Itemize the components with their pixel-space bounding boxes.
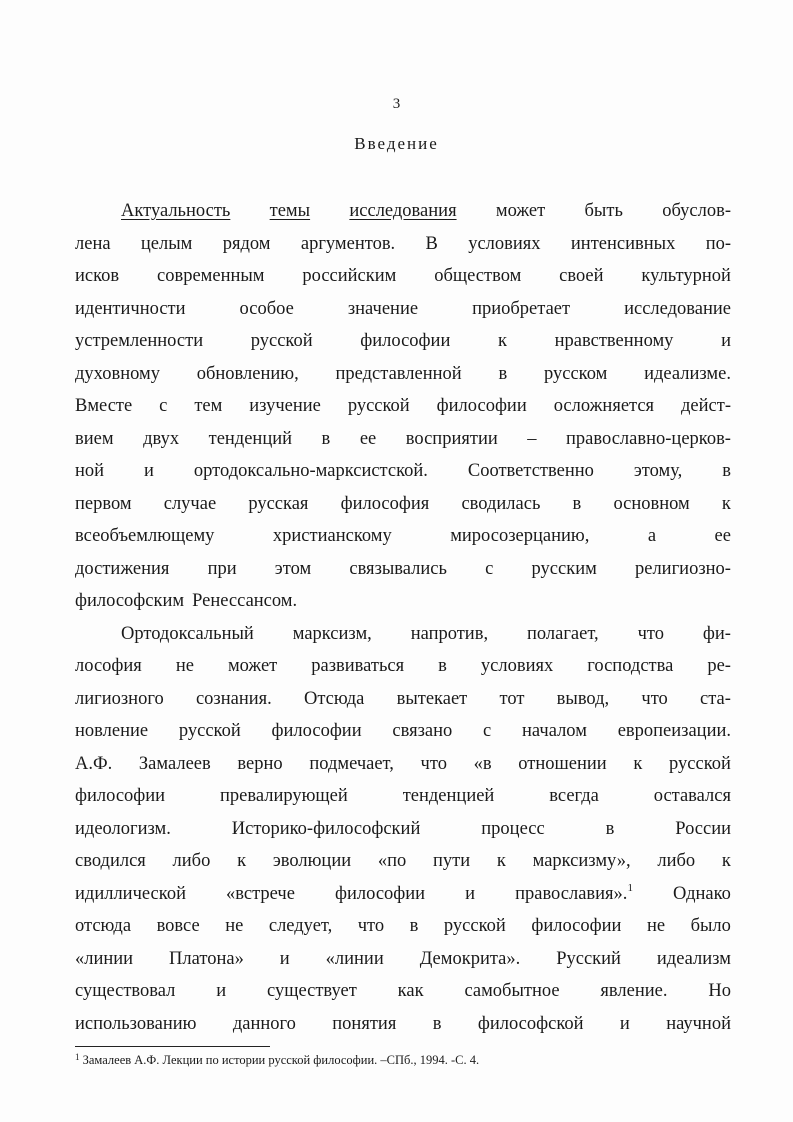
text-line: первом случае русская философия сводилась в основном к xyxy=(75,493,731,514)
text-line: идиллической «встрече философии и православия».$^1$ Однако xyxy=(75,881,731,904)
text-line: Вместе с тем изучение русской философии осложняется дейст- xyxy=(75,396,731,416)
text-line: идеологизм. Историко-философский процесс в России xyxy=(75,818,731,839)
footnote-divider xyxy=(75,1046,270,1047)
text-line: А.Ф. Замалеев верно подмечает, что «в отношении к русской xyxy=(75,753,731,774)
text-line: лена целым рядом аргументов. В условиях интенсивных по- xyxy=(75,233,731,254)
text-line: лигиозного сознания. Отсюда вытекает тот вывод, что ста- xyxy=(75,688,731,709)
text-line: философии превалирующей тенденцией всегда оставался xyxy=(75,786,731,806)
text-line: сводился либо к эволюции «по пути к марксизму», либо к xyxy=(75,851,731,871)
body-text xyxy=(75,195,731,1040)
text-line: новление русской философии связано с началом европеизации. xyxy=(75,721,731,741)
text-line: исков современным российским обществом своей культурной xyxy=(75,266,731,286)
text-line: философским Ренессансом. xyxy=(75,591,298,611)
text-line: устремленности русской философии к нравственному и xyxy=(75,331,731,351)
text-line: Актуальность темы исследования может быть обуслов- xyxy=(121,201,731,221)
text-line: духовному обновлению, представленной в русском идеализме. xyxy=(75,363,731,384)
footnote-marker: 1 xyxy=(75,1052,80,1062)
text-line: существовал и существует как самобытное явление. Но xyxy=(75,981,731,1001)
footnote-text: Замалеев А.Ф. Лекции по истории русской философии. –СПб., 1994. -С. 4. xyxy=(82,1053,480,1067)
text-line: использованию данного понятия в философской и научной xyxy=(75,1013,731,1034)
text-line: достижения при этом связывались с русским религиозно- xyxy=(75,558,731,579)
footnote-reference: 1 xyxy=(627,881,633,894)
page-number: 3 xyxy=(392,96,401,112)
text-line: отсюда вовсе не следует, что в русской философии не было xyxy=(75,916,731,936)
text-line: лософия не может развиваться в условиях господства ре- xyxy=(75,656,731,676)
text-line: Ортодоксальный марксизм, напротив, полагает, что фи- xyxy=(121,623,731,644)
text-line: «линии Платона» и «линии Демокрита». Русский идеализм xyxy=(75,948,731,969)
text-line: всеобъемлющему христианскому миросозерцанию, а ее xyxy=(75,526,731,546)
text-line: идентичности особое значение приобретает исследование xyxy=(75,298,731,319)
footnote xyxy=(75,1053,479,1068)
text-line: вием двух тенденций в ее восприятии – православно-церков- xyxy=(75,428,731,449)
section-heading: Введение xyxy=(354,134,439,153)
text-line: ной и ортодоксально-марксистской. Соответственно этому, в xyxy=(75,461,731,481)
